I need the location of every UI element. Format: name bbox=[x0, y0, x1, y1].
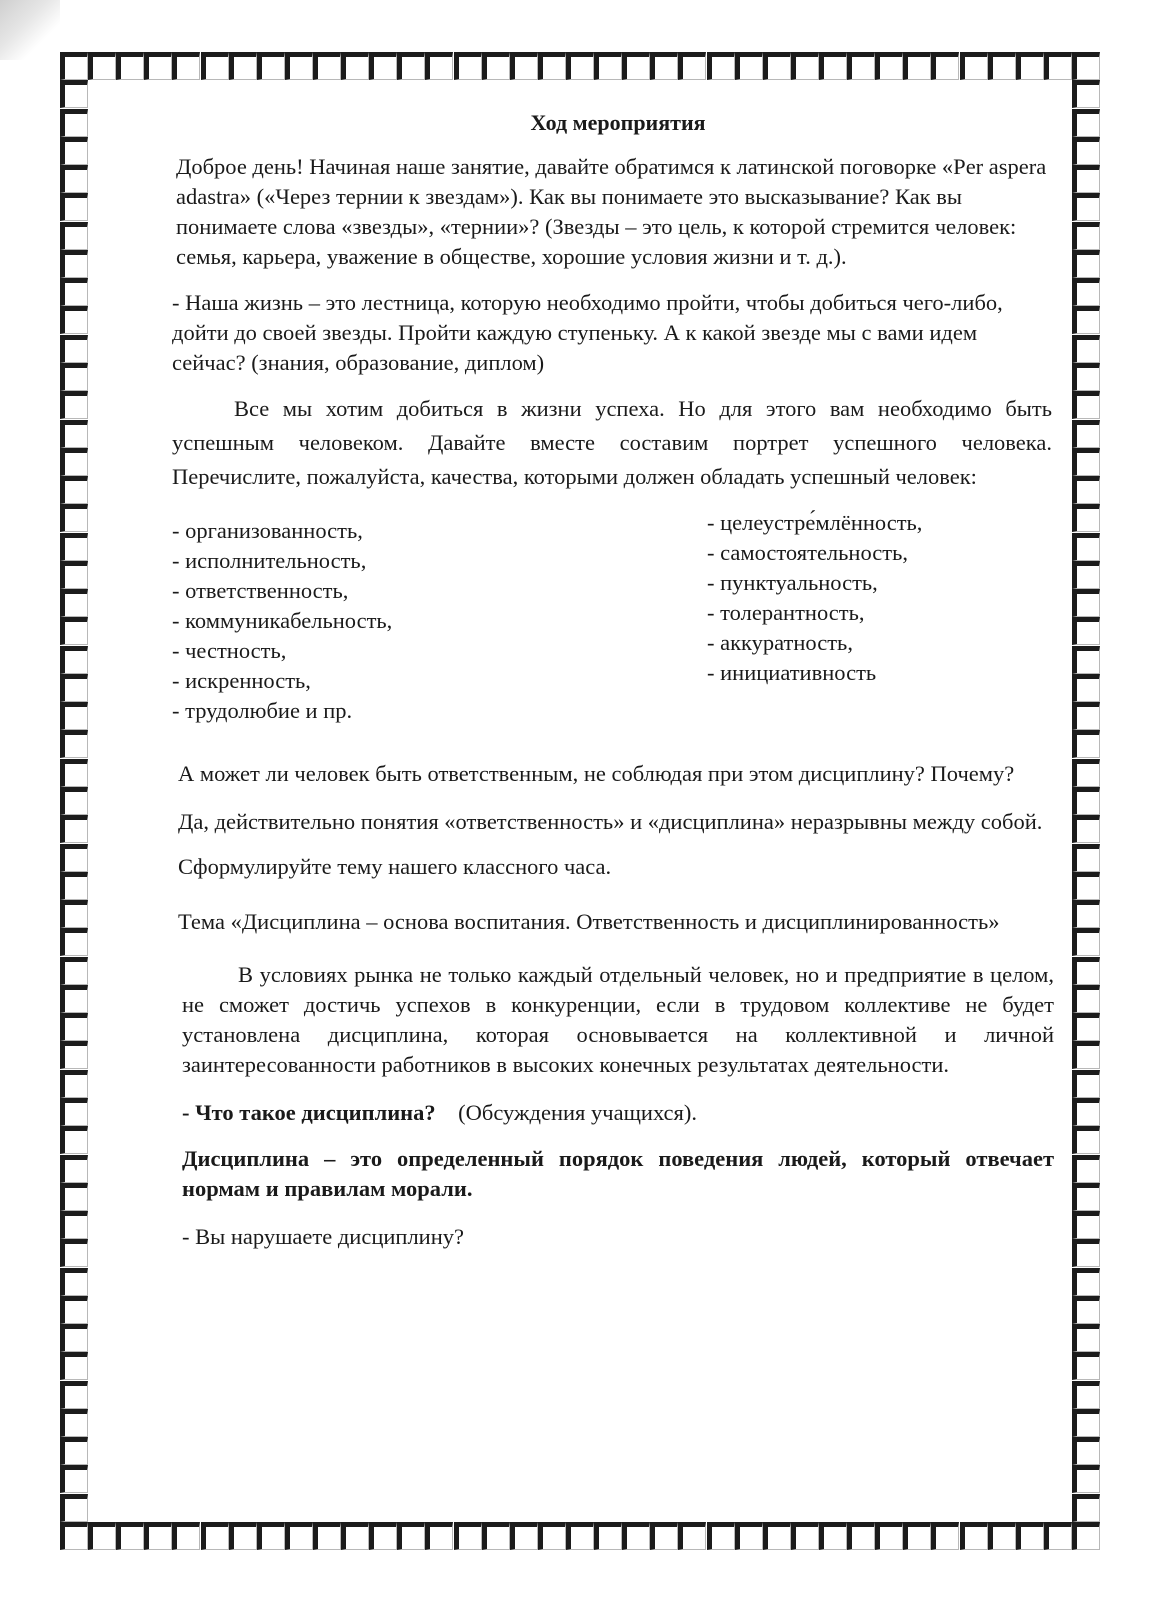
border-cell bbox=[1072, 872, 1100, 900]
border-cell bbox=[1072, 674, 1100, 702]
border-cell bbox=[875, 1522, 903, 1550]
border-cell bbox=[1072, 222, 1100, 250]
paragraph-topic: Тема «Дисциплина – основа воспитания. Ответственность и дисциплинированность» bbox=[178, 909, 1000, 934]
border-cell bbox=[988, 52, 1016, 80]
quality-item: - аккуратность, bbox=[707, 630, 853, 655]
border-cell bbox=[566, 1522, 594, 1550]
border-cell bbox=[454, 1522, 482, 1550]
quality-item: - искренность, bbox=[172, 668, 311, 693]
quality-item: - целеустре́млённость, bbox=[707, 510, 923, 535]
border-cell bbox=[144, 1522, 172, 1550]
border-cell bbox=[60, 787, 88, 815]
border-cell bbox=[60, 504, 88, 532]
paragraph-intro: Доброе день! Начиная наше занятие, давайте обратимся к латинской поговорке «Per aspera adastra» («Через тернии к звездам»). Как вы понимаете это высказывание? Как вы понимаете слова «звезды», «тернии»? (Звезды – это цель, к которой стремится человек: семья, карьера, уважение в обществе, хорошие условия жизни и т. д.). bbox=[176, 154, 1047, 269]
border-cell bbox=[931, 52, 959, 80]
border-cell bbox=[1072, 391, 1100, 419]
border-cell bbox=[60, 165, 88, 193]
border-cell bbox=[1072, 1013, 1100, 1041]
border-cell bbox=[1072, 335, 1100, 363]
border-cell bbox=[707, 52, 735, 80]
border-cell bbox=[60, 1268, 88, 1296]
border-cell bbox=[1072, 137, 1100, 165]
border-cell bbox=[1072, 730, 1100, 758]
border-cell bbox=[116, 52, 144, 80]
border-cell bbox=[1072, 52, 1100, 80]
border-cell bbox=[60, 1041, 88, 1069]
border-cell bbox=[313, 1522, 341, 1550]
border-cell bbox=[594, 52, 622, 80]
border-cell bbox=[1044, 52, 1072, 80]
border-cell bbox=[172, 52, 200, 80]
border-cell bbox=[819, 1522, 847, 1550]
border-cell bbox=[1072, 1324, 1100, 1352]
border-cell bbox=[622, 1522, 650, 1550]
border-cell bbox=[60, 1522, 88, 1550]
border-cell bbox=[1072, 278, 1100, 306]
border-cell bbox=[847, 1522, 875, 1550]
border-cell bbox=[60, 193, 88, 221]
border-cell bbox=[875, 52, 903, 80]
border-cell bbox=[60, 222, 88, 250]
border-cell bbox=[1072, 589, 1100, 617]
qualities-left-column bbox=[172, 516, 707, 726]
border-cell bbox=[1044, 1522, 1072, 1550]
border-cell bbox=[60, 1324, 88, 1352]
border-cell bbox=[960, 52, 988, 80]
border-cell bbox=[1072, 815, 1100, 843]
border-cell bbox=[791, 1522, 819, 1550]
border-cell bbox=[1072, 1437, 1100, 1465]
border-cell bbox=[397, 1522, 425, 1550]
border-cell bbox=[1016, 1522, 1044, 1550]
qualities-list bbox=[172, 510, 1052, 726]
quality-item: - пунктуальность, bbox=[707, 570, 878, 595]
border-cell bbox=[60, 306, 88, 334]
border-cell bbox=[60, 363, 88, 391]
border-cell bbox=[60, 1409, 88, 1437]
border-cell bbox=[1072, 1239, 1100, 1267]
border-cell bbox=[369, 52, 397, 80]
border-cell bbox=[60, 52, 88, 80]
border-cell bbox=[1072, 109, 1100, 137]
border-cell bbox=[791, 52, 819, 80]
border-cell bbox=[60, 1352, 88, 1380]
border-cell bbox=[313, 52, 341, 80]
border-cell bbox=[1072, 1098, 1100, 1126]
border-cell bbox=[257, 1522, 285, 1550]
border-cell bbox=[60, 872, 88, 900]
paragraph-what-is-discipline bbox=[172, 1098, 1052, 1128]
border-cell bbox=[60, 137, 88, 165]
border-cell bbox=[931, 1522, 959, 1550]
border-cell bbox=[60, 278, 88, 306]
border-cell bbox=[678, 52, 706, 80]
border-cell bbox=[1072, 1211, 1100, 1239]
border-cell bbox=[60, 730, 88, 758]
border-cell bbox=[1072, 1155, 1100, 1183]
border-cell bbox=[1072, 702, 1100, 730]
border-cell bbox=[1072, 787, 1100, 815]
border-cell bbox=[229, 52, 257, 80]
border-cell bbox=[1072, 1268, 1100, 1296]
border-cell bbox=[1072, 165, 1100, 193]
border-cell bbox=[903, 52, 931, 80]
border-cell bbox=[60, 1070, 88, 1098]
border-cell bbox=[88, 1522, 116, 1550]
border-cell bbox=[988, 1522, 1016, 1550]
border-cell bbox=[735, 1522, 763, 1550]
quality-item: - ответственность, bbox=[172, 578, 349, 603]
border-cell bbox=[650, 1522, 678, 1550]
border-cell bbox=[60, 1098, 88, 1126]
border-cell bbox=[763, 1522, 791, 1550]
border-cell bbox=[60, 1465, 88, 1493]
border-cell bbox=[1016, 52, 1044, 80]
border-cell bbox=[510, 52, 538, 80]
border-cell bbox=[60, 1013, 88, 1041]
border-cell bbox=[510, 1522, 538, 1550]
border-cell bbox=[566, 52, 594, 80]
document-body bbox=[172, 108, 1052, 1252]
border-cell bbox=[1072, 1494, 1100, 1522]
border-cell bbox=[707, 1522, 735, 1550]
border-cell bbox=[60, 617, 88, 645]
border-cell bbox=[60, 815, 88, 843]
quality-item: - исполнительность, bbox=[172, 548, 367, 573]
border-cell bbox=[60, 250, 88, 278]
border-cell bbox=[285, 52, 313, 80]
border-cell bbox=[482, 1522, 510, 1550]
border-cell bbox=[60, 109, 88, 137]
border-cell bbox=[1072, 1465, 1100, 1493]
border-cell bbox=[1072, 80, 1100, 108]
border-cell bbox=[60, 674, 88, 702]
border-cell bbox=[650, 52, 678, 80]
quality-item: - организованность, bbox=[172, 518, 363, 543]
border-cell bbox=[1072, 1381, 1100, 1409]
border-cell bbox=[60, 533, 88, 561]
border-cell bbox=[1072, 504, 1100, 532]
border-cell bbox=[454, 52, 482, 80]
border-cell bbox=[60, 702, 88, 730]
border-cell bbox=[60, 844, 88, 872]
border-cell bbox=[1072, 1352, 1100, 1380]
border-cell bbox=[1072, 1183, 1100, 1211]
border-cell bbox=[1072, 250, 1100, 278]
border-cell bbox=[678, 1522, 706, 1550]
border-cell bbox=[60, 957, 88, 985]
students-discussion-note: (Обсуждения учащихся). bbox=[458, 1100, 697, 1125]
border-cell bbox=[257, 52, 285, 80]
border-cell bbox=[1072, 476, 1100, 504]
border-cell bbox=[847, 52, 875, 80]
scan-shadow bbox=[0, 0, 60, 60]
border-cell bbox=[1072, 363, 1100, 391]
border-cell bbox=[60, 1239, 88, 1267]
border-cell bbox=[60, 928, 88, 956]
quality-item: - толерантность, bbox=[707, 600, 865, 625]
border-cell bbox=[1072, 561, 1100, 589]
border-cell bbox=[60, 448, 88, 476]
border-cell bbox=[60, 391, 88, 419]
border-cell bbox=[60, 1437, 88, 1465]
border-cell bbox=[1072, 1070, 1100, 1098]
paragraph-answer-inseparable: Да, действительно понятия «ответственность» и «дисциплина» неразрывны между собой. bbox=[178, 809, 1043, 834]
quality-item: - трудолюбие и пр. bbox=[172, 698, 353, 723]
border-cell bbox=[594, 1522, 622, 1550]
border-cell bbox=[425, 1522, 453, 1550]
border-cell bbox=[763, 52, 791, 80]
border-cell bbox=[538, 1522, 566, 1550]
paragraph-market: В условиях рынка не только каждый отдельный человек, но и предприятие в целом, не сможет достичь успехов в конкуренции, если в трудовом коллективе не будет установлена дисциплина, которая основывается на коллективной и личной заинтересованности работников в высоких конечных результатах деятельности. bbox=[182, 962, 1054, 1077]
border-cell bbox=[1072, 533, 1100, 561]
border-cell bbox=[1072, 844, 1100, 872]
paragraph-formulate-topic: Сформулируйте тему нашего классного часа. bbox=[178, 854, 612, 879]
quality-item: - самостоятельность, bbox=[707, 540, 908, 565]
border-cell bbox=[60, 1381, 88, 1409]
border-cell bbox=[1072, 420, 1100, 448]
border-cell bbox=[538, 52, 566, 80]
quality-item: - честность, bbox=[172, 638, 287, 663]
border-cell bbox=[1072, 617, 1100, 645]
border-cell bbox=[60, 646, 88, 674]
border-cell bbox=[1072, 1522, 1100, 1550]
border-cell bbox=[369, 1522, 397, 1550]
border-cell bbox=[60, 80, 88, 108]
border-cell bbox=[172, 1522, 200, 1550]
border-cell bbox=[285, 1522, 313, 1550]
border-cell bbox=[60, 476, 88, 504]
border-cell bbox=[482, 52, 510, 80]
border-cell bbox=[1072, 448, 1100, 476]
paragraph-question-responsible: А может ли человек быть ответственным, не соблюдая при этом дисциплину? Почему? bbox=[178, 761, 1015, 786]
border-cell bbox=[229, 1522, 257, 1550]
border-cell bbox=[60, 1296, 88, 1324]
document-title: Ход мероприятия bbox=[530, 110, 706, 135]
border-cell bbox=[1072, 193, 1100, 221]
qualities-right-column bbox=[707, 508, 922, 726]
border-cell bbox=[1072, 646, 1100, 674]
border-cell bbox=[1072, 306, 1100, 334]
border-cell bbox=[60, 1183, 88, 1211]
border-cell bbox=[201, 52, 229, 80]
border-cell bbox=[1072, 1041, 1100, 1069]
border-cell bbox=[341, 52, 369, 80]
border-cell bbox=[622, 52, 650, 80]
border-cell bbox=[819, 52, 847, 80]
border-cell bbox=[60, 759, 88, 787]
paragraph-success: Все мы хотим добиться в жизни успеха. Но для этого вам необходимо быть успешным человеком. Давайте вместе составим портрет успешного человека. Перечислите, пожалуйста, качества, которыми должен обладать успешный человек: bbox=[172, 396, 1052, 489]
border-cell bbox=[1072, 985, 1100, 1013]
border-cell bbox=[1072, 928, 1100, 956]
quality-item: - коммуникабельность, bbox=[172, 608, 393, 633]
border-cell bbox=[60, 1155, 88, 1183]
border-cell bbox=[88, 52, 116, 80]
border-cell bbox=[960, 1522, 988, 1550]
border-cell bbox=[1072, 759, 1100, 787]
border-cell bbox=[1072, 1126, 1100, 1154]
border-cell bbox=[1072, 1409, 1100, 1437]
border-cell bbox=[60, 1494, 88, 1522]
paragraph-ladder: - Наша жизнь – это лестница, которую необходимо пройти, чтобы добиться чего-либо, дойти до своей звезды. Пройти каждую ступеньку. А к какой звезде мы с вами идем сейчас? (знания, образование, диплом) bbox=[172, 290, 1003, 375]
border-cell bbox=[144, 52, 172, 80]
border-cell bbox=[60, 335, 88, 363]
border-cell bbox=[1072, 1296, 1100, 1324]
border-cell bbox=[60, 589, 88, 617]
border-cell bbox=[1072, 900, 1100, 928]
question-what-is-discipline: - Что такое дисциплина? bbox=[182, 1100, 436, 1125]
border-cell bbox=[60, 985, 88, 1013]
quality-item: - инициативность bbox=[707, 660, 877, 685]
border-cell bbox=[1072, 957, 1100, 985]
border-cell bbox=[201, 1522, 229, 1550]
border-cell bbox=[60, 420, 88, 448]
border-cell bbox=[903, 1522, 931, 1550]
border-cell bbox=[341, 1522, 369, 1550]
paragraph-definition: Дисциплина – это определенный порядок поведения людей, который отвечает нормам и правилам морали. bbox=[182, 1146, 1054, 1201]
border-cell bbox=[116, 1522, 144, 1550]
border-cell bbox=[735, 52, 763, 80]
border-cell bbox=[60, 1211, 88, 1239]
border-cell bbox=[60, 1126, 88, 1154]
border-cell bbox=[60, 561, 88, 589]
paragraph-do-you-violate: - Вы нарушаете дисциплину? bbox=[182, 1224, 464, 1249]
border-cell bbox=[425, 52, 453, 80]
border-cell bbox=[397, 52, 425, 80]
border-cell bbox=[60, 900, 88, 928]
